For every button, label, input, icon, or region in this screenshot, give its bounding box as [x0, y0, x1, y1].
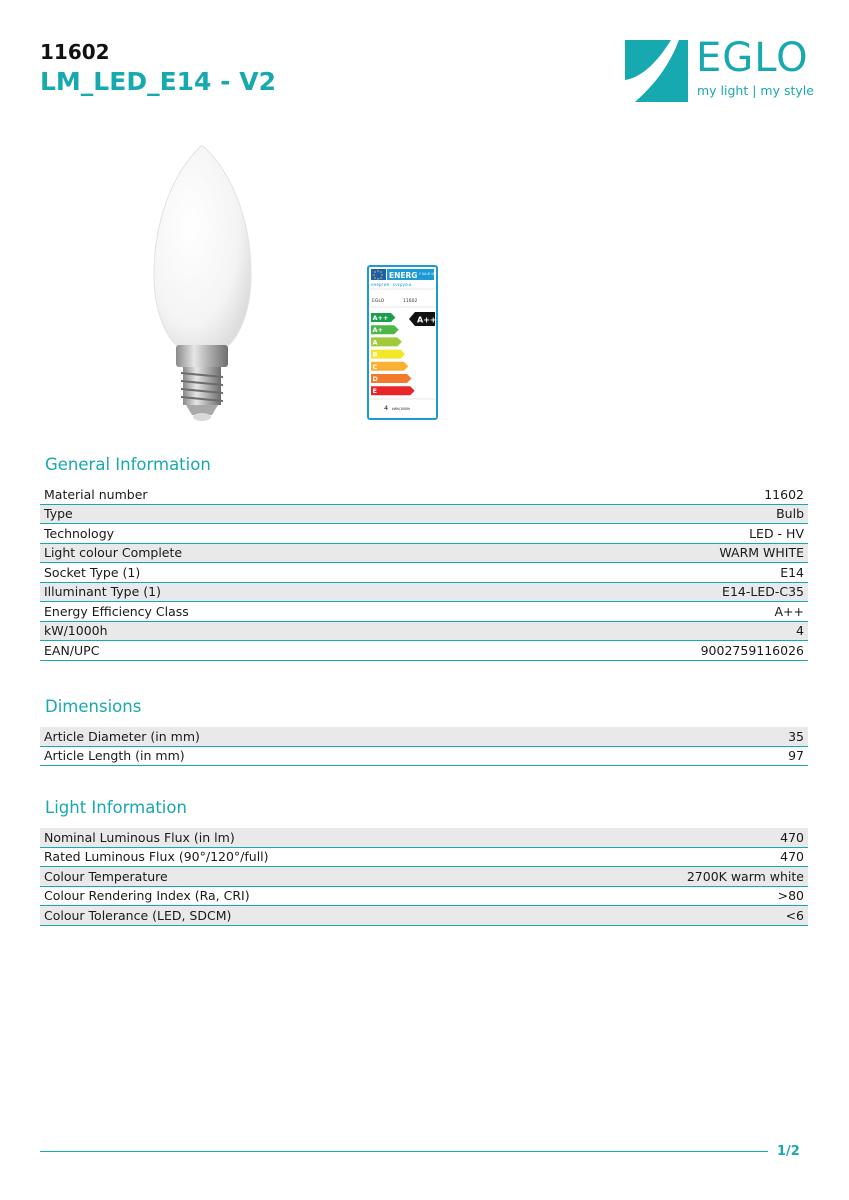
row-value: E14 [780, 564, 804, 580]
energy-consumption-value: 4 [384, 404, 389, 412]
energy-label-model: 11602 [403, 299, 418, 304]
energy-class-label: A [372, 338, 378, 347]
table-row [40, 524, 808, 544]
table-row [40, 747, 808, 767]
energy-label-header: ENERG [389, 271, 418, 280]
table-row [40, 887, 808, 907]
page-number: 1/2 [777, 1144, 800, 1159]
eglo-logo-icon [625, 40, 688, 102]
energy-label-header-suffix: Y UA IE IA [419, 272, 435, 276]
row-value: E14-LED-C35 [722, 584, 804, 600]
row-value: Bulb [776, 506, 804, 522]
candle-bulb-image [150, 145, 255, 425]
row-label: Energy Efficiency Class [44, 603, 189, 619]
row-label: Illuminant Type (1) [44, 584, 161, 600]
energy-class-badge: A++ [417, 315, 437, 325]
table-row [40, 848, 808, 868]
energy-consumption-unit: kWh/1000h [392, 407, 411, 411]
row-value: WARM WHITE [719, 545, 804, 561]
energy-label-subheader: енергия · ενεργεια [371, 282, 412, 287]
energy-label-image [367, 265, 438, 420]
table-row [40, 641, 808, 661]
table-row [40, 828, 808, 848]
general-information-table [40, 485, 808, 661]
row-label: Technology [44, 525, 115, 541]
row-label: EAN/UPC [44, 642, 100, 658]
footer-divider [40, 1151, 768, 1152]
row-label: kW/1000h [44, 623, 108, 639]
table-row [40, 602, 808, 622]
row-value: 35 [788, 728, 804, 744]
energy-class-label: D [372, 375, 378, 383]
row-value: A++ [774, 603, 804, 619]
row-value: 9002759116026 [700, 642, 804, 658]
energy-class-label: A++ [372, 314, 389, 322]
energy-class-label: E [372, 387, 377, 396]
table-row [40, 563, 808, 583]
row-value: <6 [785, 907, 804, 923]
row-value: >80 [777, 888, 804, 904]
row-value: 470 [780, 829, 804, 845]
energy-label-supplier: EGLO [372, 299, 385, 304]
section-title-general: General Information [45, 455, 211, 474]
brand-logo [625, 35, 815, 104]
row-value: 11602 [764, 486, 804, 502]
table-row [40, 867, 808, 887]
product-name: LM_LED_E14 - V2 [40, 67, 276, 96]
table-row [40, 727, 808, 747]
row-value: 2700K warm white [686, 868, 804, 884]
section-title-light: Light Information [45, 798, 187, 817]
row-label: Material number [44, 486, 148, 502]
row-label: Nominal Luminous Flux (in lm) [44, 829, 235, 845]
table-row [40, 505, 808, 525]
energy-class-arrow [371, 386, 415, 395]
row-value: LED - HV [749, 525, 804, 541]
table-row [40, 622, 808, 642]
energy-class-label: C [372, 362, 378, 371]
brand-tagline: my light | my style [697, 83, 814, 98]
row-label: Colour Rendering Index (Ra, CRI) [44, 888, 250, 904]
row-value: 97 [788, 748, 804, 764]
energy-class-label: A+ [372, 326, 383, 335]
brand-name: EGLO [696, 35, 809, 81]
product-number: 11602 [40, 40, 110, 64]
table-row [40, 485, 808, 505]
row-label: Type [44, 506, 73, 522]
table-row [40, 544, 808, 564]
table-row [40, 906, 808, 926]
dimensions-table [40, 727, 808, 766]
row-label: Socket Type (1) [44, 564, 141, 580]
row-label: Article Length (in mm) [44, 748, 185, 764]
document-header [40, 40, 276, 98]
row-label: Light colour Complete [44, 545, 183, 561]
row-value: 470 [780, 849, 804, 865]
light-information-table [40, 828, 808, 926]
row-label: Article Diameter (in mm) [44, 728, 200, 744]
row-label: Rated Luminous Flux (90°/120°/full) [44, 849, 269, 865]
row-label: Colour Tolerance (LED, SDCM) [44, 907, 232, 923]
section-title-dimensions: Dimensions [45, 697, 142, 716]
row-value: 4 [796, 623, 804, 639]
row-label: Colour Temperature [44, 868, 168, 884]
table-row [40, 583, 808, 603]
energy-class-label: B [372, 350, 378, 359]
